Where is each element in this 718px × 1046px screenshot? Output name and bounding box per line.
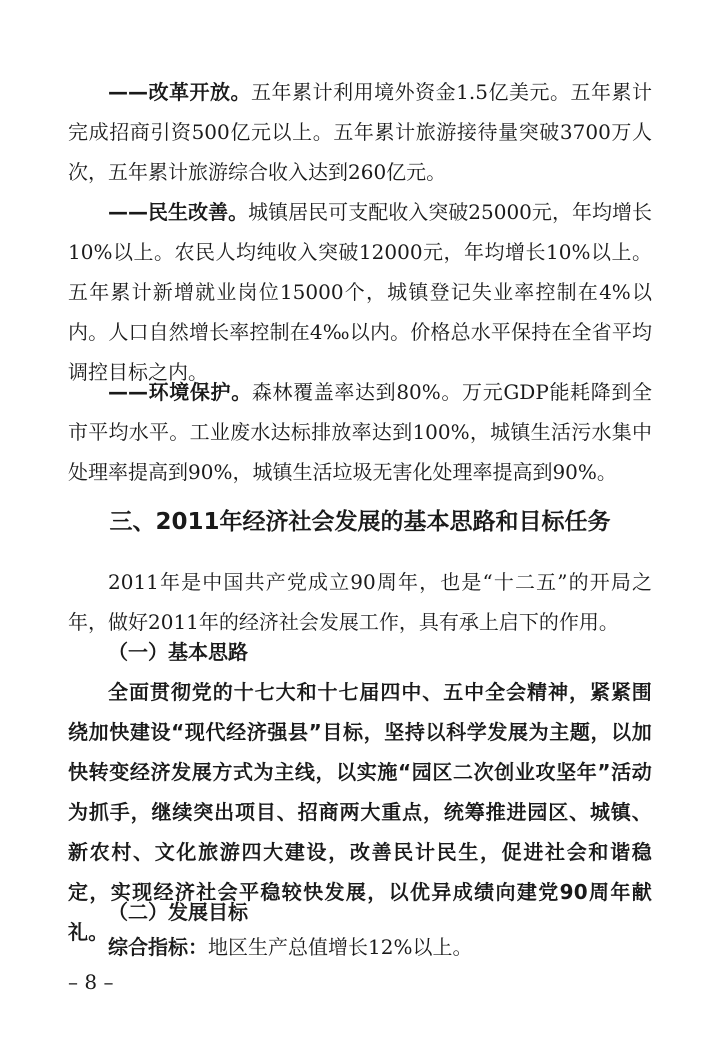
paragraph-livelihood: [68, 192, 652, 392]
paragraph-environment: [68, 372, 652, 492]
paragraph-lead: 综合指标：: [108, 935, 208, 959]
intro-paragraph: 2011年是中国共产党成立90周年，也是“十二五”的开局之年，做好2011年的经济社会发展工作，具有承上启下的作用。: [68, 570, 652, 634]
paragraph-text: 森林覆盖率达到80%。万元GDP能耗降到全市平均水平。工业废水达标排放率达到100%，城镇生活污水集中处理率提高到90%，城镇生活垃圾无害化处理率提高到90%。: [68, 380, 653, 484]
subheading-basic-approach: （一）基本思路: [108, 640, 248, 664]
paragraph-text: 城镇居民可支配收入突破25000元，年均增长10%以上。农民人均纯收入突破12000元，年均增长10%以上。五年累计新增就业岗位15000个，城镇登记失业率控制在4%以内。人口自然增长率控制在4‰以内。价格总水平保持在全省平均调控目标之内。: [68, 200, 653, 384]
subheading-development-goals: （二）发展目标: [108, 900, 248, 924]
page-number: – 8 –: [68, 970, 114, 994]
paragraph-text: 地区生产总值增长12%以上。: [208, 935, 473, 959]
paragraph-lead: ——环境保护。: [108, 380, 252, 404]
paragraph-text: 五年累计利用境外资金1.5亿美元。五年累计完成招商引资500亿元以上。五年累计旅游接待量突破3700万人次，五年累计旅游综合收入达到260亿元。: [68, 80, 652, 184]
paragraph-lead: ——民生改善。: [108, 200, 249, 224]
paragraph-reform-opening: [68, 72, 652, 192]
basic-approach-paragraph: 全面贯彻党的十七大和十七届四中、五中全会精神，紧紧围绕加快建设“现代经济强县”目标，坚持以科学发展为主题，以加快转变经济发展方式为主线，以实施“园区二次创业攻坚年”活动为抓手，继续突出项目、招商两大重点，统筹推进园区、城镇、新农村、文化旅游四大建设，改善民计民生，促进社会和谐稳定，实现经济社会平稳较快发展，以优异成绩向建党90周年献礼。: [68, 680, 652, 944]
section-heading: 三、2011年经济社会发展的基本思路和目标任务: [109, 509, 611, 535]
paragraph-lead: ——改革开放。: [108, 80, 252, 104]
overall-indicator-paragraph: [68, 927, 652, 967]
